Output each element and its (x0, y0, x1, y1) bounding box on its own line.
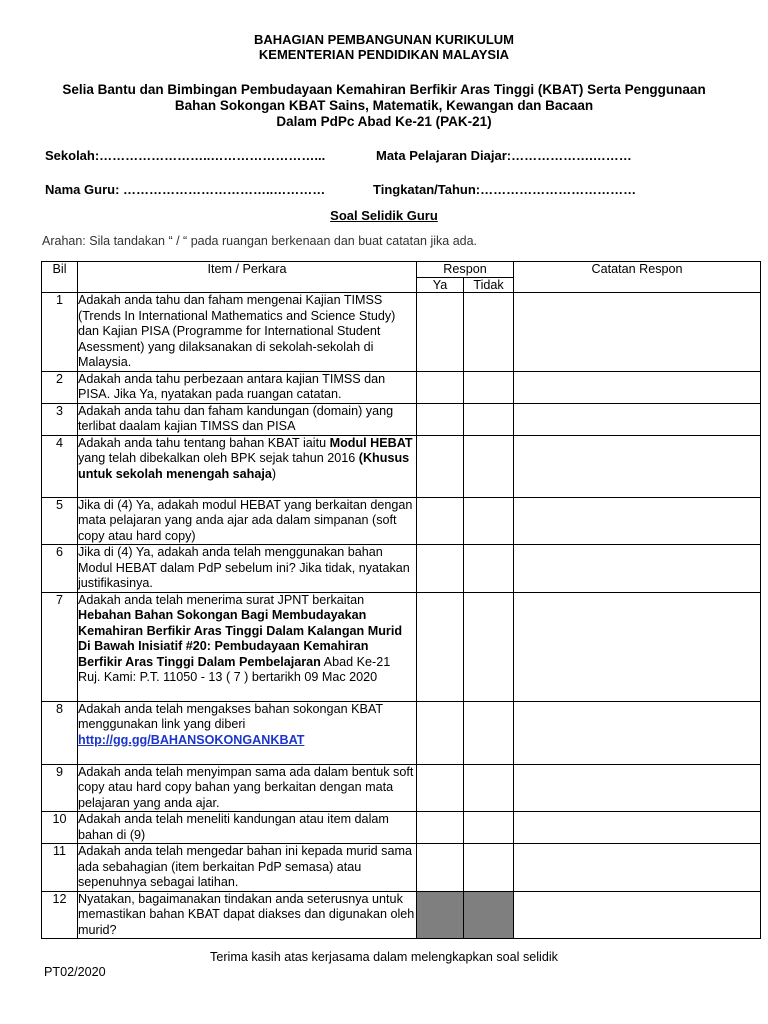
row-number: 5 (42, 497, 78, 545)
col-header-catatan: Catatan Respon (514, 262, 761, 293)
form-title: Soal Selidik Guru (330, 208, 438, 223)
row-item-text: Adakah anda telah mengedar bahan ini kepada murid sama ada sebahagian (item berkaitan PdP semasa) atau sepenuhnya sebagai latihan. (78, 844, 417, 892)
catatan-cell[interactable] (514, 812, 761, 844)
nama-guru-field[interactable]: Nama Guru: ……………………………..………… (45, 182, 326, 197)
ya-cell[interactable] (417, 701, 464, 764)
row-item-text-part: Abad Ke-21 Ruj. Kami: P.T. 11050 - 13 ( 7 ) bertarikh 09 Mac 2020 (78, 654, 391, 684)
survey-table (41, 261, 761, 939)
header-line-2: KEMENTERIAN PENDIDIKAN MALAYSIA (258, 47, 510, 62)
row-item-text: Jika di (4) Ya, adakah anda telah menggunakan bahan Modul HEBAT dalam PdP sebelum ini? Jika tidak, nyatakan justifikasinya. (78, 545, 417, 593)
row-item-text: Adakah anda tahu dan faham kandungan (domain) yang terlibat daalam kajian TIMSS dan PISA (78, 403, 417, 435)
row-item-text (78, 435, 417, 497)
row-number: 6 (42, 545, 78, 593)
col-header-item: Item / Perkara (78, 262, 417, 293)
catatan-cell[interactable] (514, 844, 761, 892)
ya-cell[interactable] (417, 371, 464, 403)
col-header-respon: Respon (417, 262, 514, 278)
row-number: 12 (42, 891, 78, 939)
row-item-text: Adakah anda telah menyimpan sama ada dalam bentuk soft copy atau hard copy bahan yang berkaitan dengan mata pelajaran yang anda ajar. (78, 764, 417, 812)
tidak-cell[interactable] (464, 701, 514, 764)
row-item-text-part: yang telah dibekalkan oleh BPK sejak tahun 2016 (78, 451, 359, 465)
table-row (42, 293, 761, 372)
ya-cell[interactable] (417, 764, 464, 812)
catatan-cell[interactable] (514, 435, 761, 497)
tidak-cell[interactable] (464, 403, 514, 435)
catatan-cell[interactable] (514, 293, 761, 372)
ya-cell[interactable] (417, 293, 464, 372)
row-item-text: Adakah anda tahu perbezaan antara kajian TIMSS dan PISA. Jika Ya, nyatakan pada ruangan catatan. (78, 371, 417, 403)
tidak-cell[interactable] (464, 545, 514, 593)
modul-hebat-bold: Modul HEBAT (329, 435, 413, 450)
row-number: 11 (42, 844, 78, 892)
col-header-ya: Ya (417, 278, 464, 293)
row-item-text-part: Adakah anda telah menerima surat JPNT berkaitan (78, 592, 365, 607)
table-row (42, 545, 761, 593)
table-row (42, 497, 761, 545)
row-number: 8 (42, 701, 78, 764)
catatan-cell[interactable] (514, 497, 761, 545)
table-row (42, 891, 761, 939)
subtitle-line-2: Bahan Sokongan KBAT Sains, Matematik, Kewangan dan Bacaan (174, 98, 594, 113)
row-number: 7 (42, 592, 78, 701)
instruction-text: Arahan: Sila tandakan “ / “ pada ruangan berkenaan dan buat catatan jika ada. (42, 234, 478, 248)
document-code: PT02/2020 (44, 965, 106, 979)
mata-pelajaran-field[interactable]: Mata Pelajaran Diajar:……………….……… (376, 148, 632, 163)
row-item-text: Nyatakan, bagaimanakan tindakan anda seterusnya untuk memastikan bahan KBAT dapat diakses dan digunakan oleh murid? (78, 891, 417, 939)
ya-cell-shaded (417, 891, 464, 939)
ya-cell[interactable] (417, 435, 464, 497)
row-number: 3 (42, 403, 78, 435)
row-item-text (78, 592, 417, 701)
table-row (42, 764, 761, 812)
row-item-text-part: ) (271, 466, 277, 481)
thank-you-note: Terima kasih atas kerjasama dalam melengkapkan soal selidik (210, 950, 558, 964)
sekolah-field[interactable]: Sekolah:……………………..……………………... (45, 148, 326, 163)
table-row (42, 701, 761, 764)
ya-cell[interactable] (417, 592, 464, 701)
ya-cell[interactable] (417, 497, 464, 545)
col-header-bil: Bil (42, 262, 78, 293)
header-line-1: BAHAGIAN PEMBANGUNAN KURIKULUM (254, 32, 514, 47)
catatan-cell[interactable] (514, 545, 761, 593)
table-row (42, 844, 761, 892)
table-row (42, 371, 761, 403)
surat-title-bold: Hebahan Bahan Sokongan Bagi Membudayakan Kemahiran Berfikir Aras Tinggi Dalam Kalangan Murid Di Bawah Inisiatif #20: Pembudayaan Kemahiran Berfikir Aras Tinggi Dalam Pembelajaran (78, 608, 403, 669)
row-item-text-part: Adakah anda telah mengakses bahan sokongan KBAT menggunakan link yang diberi (78, 701, 383, 731)
khusus-note-bold: (Khusus untuk sekolah menengah sahaja (78, 451, 410, 481)
ya-cell[interactable] (417, 812, 464, 844)
row-number: 2 (42, 371, 78, 403)
row-item-text-part: Adakah anda tahu tentang bahan KBAT iaitu (78, 435, 330, 450)
row-number: 10 (42, 812, 78, 844)
row-item-text: Adakah anda telah meneliti kandungan atau item dalam bahan di (9) (78, 812, 417, 844)
tidak-cell[interactable] (464, 812, 514, 844)
tidak-cell[interactable] (464, 371, 514, 403)
row-item-text (78, 701, 417, 764)
catatan-cell[interactable] (514, 592, 761, 701)
catatan-cell[interactable] (514, 891, 761, 939)
table-row (42, 592, 761, 701)
catatan-cell[interactable] (514, 403, 761, 435)
row-number: 4 (42, 435, 78, 497)
tidak-cell[interactable] (464, 844, 514, 892)
table-row (42, 403, 761, 435)
tidak-cell[interactable] (464, 293, 514, 372)
subtitle-line-1: Selia Bantu dan Bimbingan Pembudayaan Kemahiran Berfikir Aras Tinggi (KBAT) Serta Penggunaan (62, 82, 706, 97)
table-row (42, 435, 761, 497)
tingkatan-field[interactable]: Tingkatan/Tahun:……………………………… (373, 182, 637, 197)
bahan-sokongan-link[interactable]: http://gg.gg/BAHANSOKONGANKBAT (78, 732, 305, 747)
tidak-cell[interactable] (464, 435, 514, 497)
row-item-text: Adakah anda tahu dan faham mengenai Kajian TIMSS (Trends In International Mathematics and Science Study) dan Kajian PISA (Programme for International Student Asessment) yang dilaksanakan di sekolah-sekolah di Malaysia. (78, 293, 417, 372)
tidak-cell-shaded (464, 891, 514, 939)
tidak-cell[interactable] (464, 497, 514, 545)
table-row (42, 812, 761, 844)
row-number: 1 (42, 293, 78, 372)
tidak-cell[interactable] (464, 592, 514, 701)
subtitle-line-3: Dalam PdPc Abad Ke-21 (PAK-21) (276, 114, 492, 129)
ya-cell[interactable] (417, 545, 464, 593)
ya-cell[interactable] (417, 403, 464, 435)
catatan-cell[interactable] (514, 764, 761, 812)
ya-cell[interactable] (417, 844, 464, 892)
catatan-cell[interactable] (514, 701, 761, 764)
row-item-text: Jika di (4) Ya, adakah modul HEBAT yang berkaitan dengan mata pelajaran yang anda ajar ada dalam simpanan (soft copy atau hard copy) (78, 497, 417, 545)
catatan-cell[interactable] (514, 371, 761, 403)
tidak-cell[interactable] (464, 764, 514, 812)
row-number: 9 (42, 764, 78, 812)
col-header-tidak: Tidak (464, 278, 514, 293)
